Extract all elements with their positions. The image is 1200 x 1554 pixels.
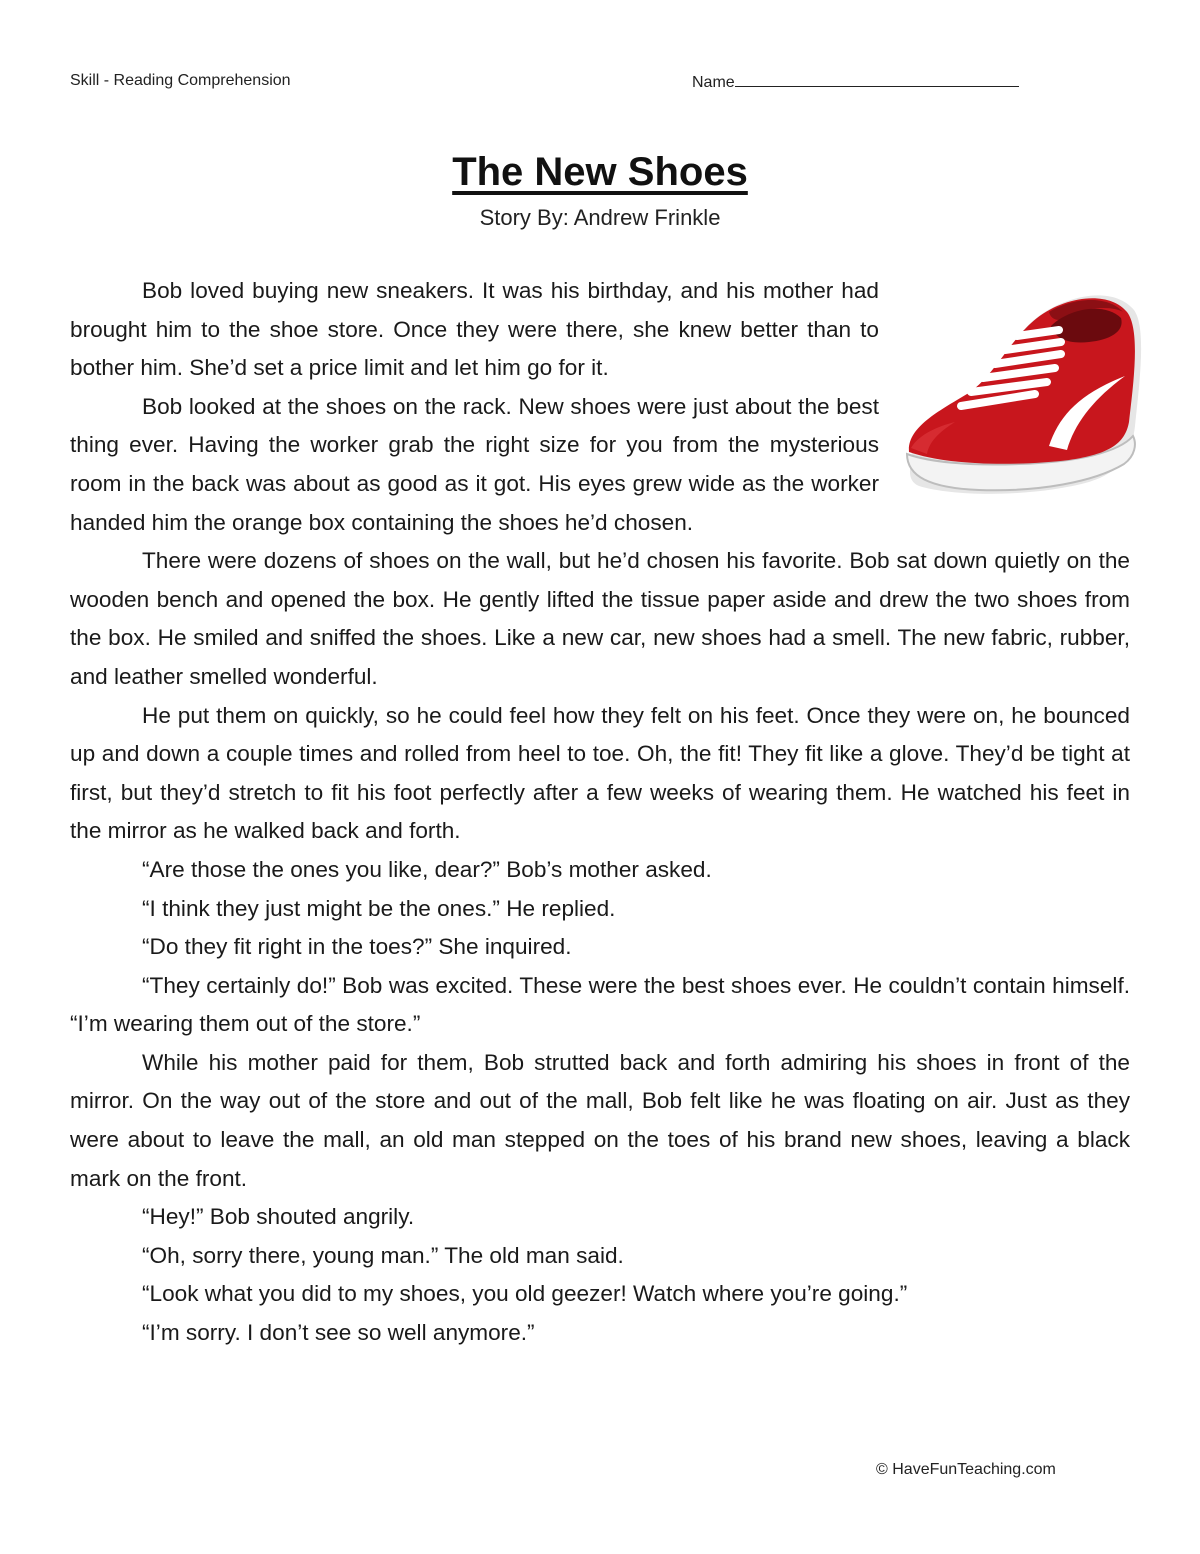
- story-paragraph: “Are those the ones you like, dear?” Bob’s mother asked.: [142, 856, 712, 882]
- story-paragraph: “Look what you did to my shoes, you old geezer! Watch where you’re going.”: [142, 1281, 908, 1307]
- red-sneaker-icon: [899, 276, 1144, 511]
- story-paragraph: “Oh, sorry there, young man.” The old man said.: [142, 1242, 624, 1268]
- story-paragraph: “I’m sorry. I don’t see so well anymore.”: [142, 1320, 535, 1346]
- story-paragraph: There were dozens of shoes on the wall, but he’d chosen his favorite. Bob sat down quietly on the wooden bench and opened the box. He gently lifted the tissue paper aside and drew the two shoes from the box. He smiled and sniffed the shoes. Like a new car, new shoes had a smell. The new fabric, rubber, and leather smelled wonderful.: [70, 548, 1130, 689]
- name-field: [692, 72, 1019, 92]
- story-paragraph: Bob loved buying new sneakers. It was his birthday, and his mother had brought him to the shoe store. Once they were there, she knew better than to bother him. She’d set a price limit and let him go for it.: [70, 278, 879, 381]
- story-paragraph: Bob looked at the shoes on the rack. New shoes were just about the best thing ever. Having the worker grab the right size for you from the mysterious room in the back was about as good as it got. His eyes grew wide as the worker handed him the orange box containing the shoes he’d chosen.: [70, 393, 879, 535]
- story-byline: Story By: Andrew Frinkle: [479, 205, 721, 230]
- name-label: Name: [692, 74, 735, 91]
- skill-label: Skill - Reading Comprehension: [70, 72, 291, 89]
- story-title: The New Shoes: [452, 150, 748, 194]
- story-paragraph: “They certainly do!” Bob was excited. These were the best shoes ever. He couldn’t contain himself. “I’m wearing them out of the store.”: [70, 972, 1130, 1037]
- story-paragraph: While his mother paid for them, Bob strutted back and forth admiring his shoes in front of the mirror. On the way out of the store and out of the mall, Bob felt like he was floating on air. Just as they were about to leave the mall, an old man stepped on the toes of his brand new shoes, leaving a black mark on the front.: [70, 1049, 1130, 1191]
- name-blank-line: [735, 72, 1019, 87]
- copyright-footer: © HaveFunTeaching.com: [876, 1461, 1056, 1478]
- story-paragraph: “Hey!” Bob shouted angrily.: [142, 1204, 415, 1230]
- story-paragraph: “Do they fit right in the toes?” She inquired.: [142, 934, 572, 960]
- story-body: [70, 272, 1130, 1353]
- story-paragraph: He put them on quickly, so he could feel how they felt on his feet. Once they were on, he bounced up and down a couple times and rolled from heel to toe. Oh, the fit! They fit like a glove. They’d be tight at first, but they’d stretch to fit his foot perfectly after a few weeks of wearing them. He watched his feet in the mirror as he walked back and forth.: [70, 702, 1130, 844]
- story-paragraph: “I think they just might be the ones.” He replied.: [142, 895, 616, 921]
